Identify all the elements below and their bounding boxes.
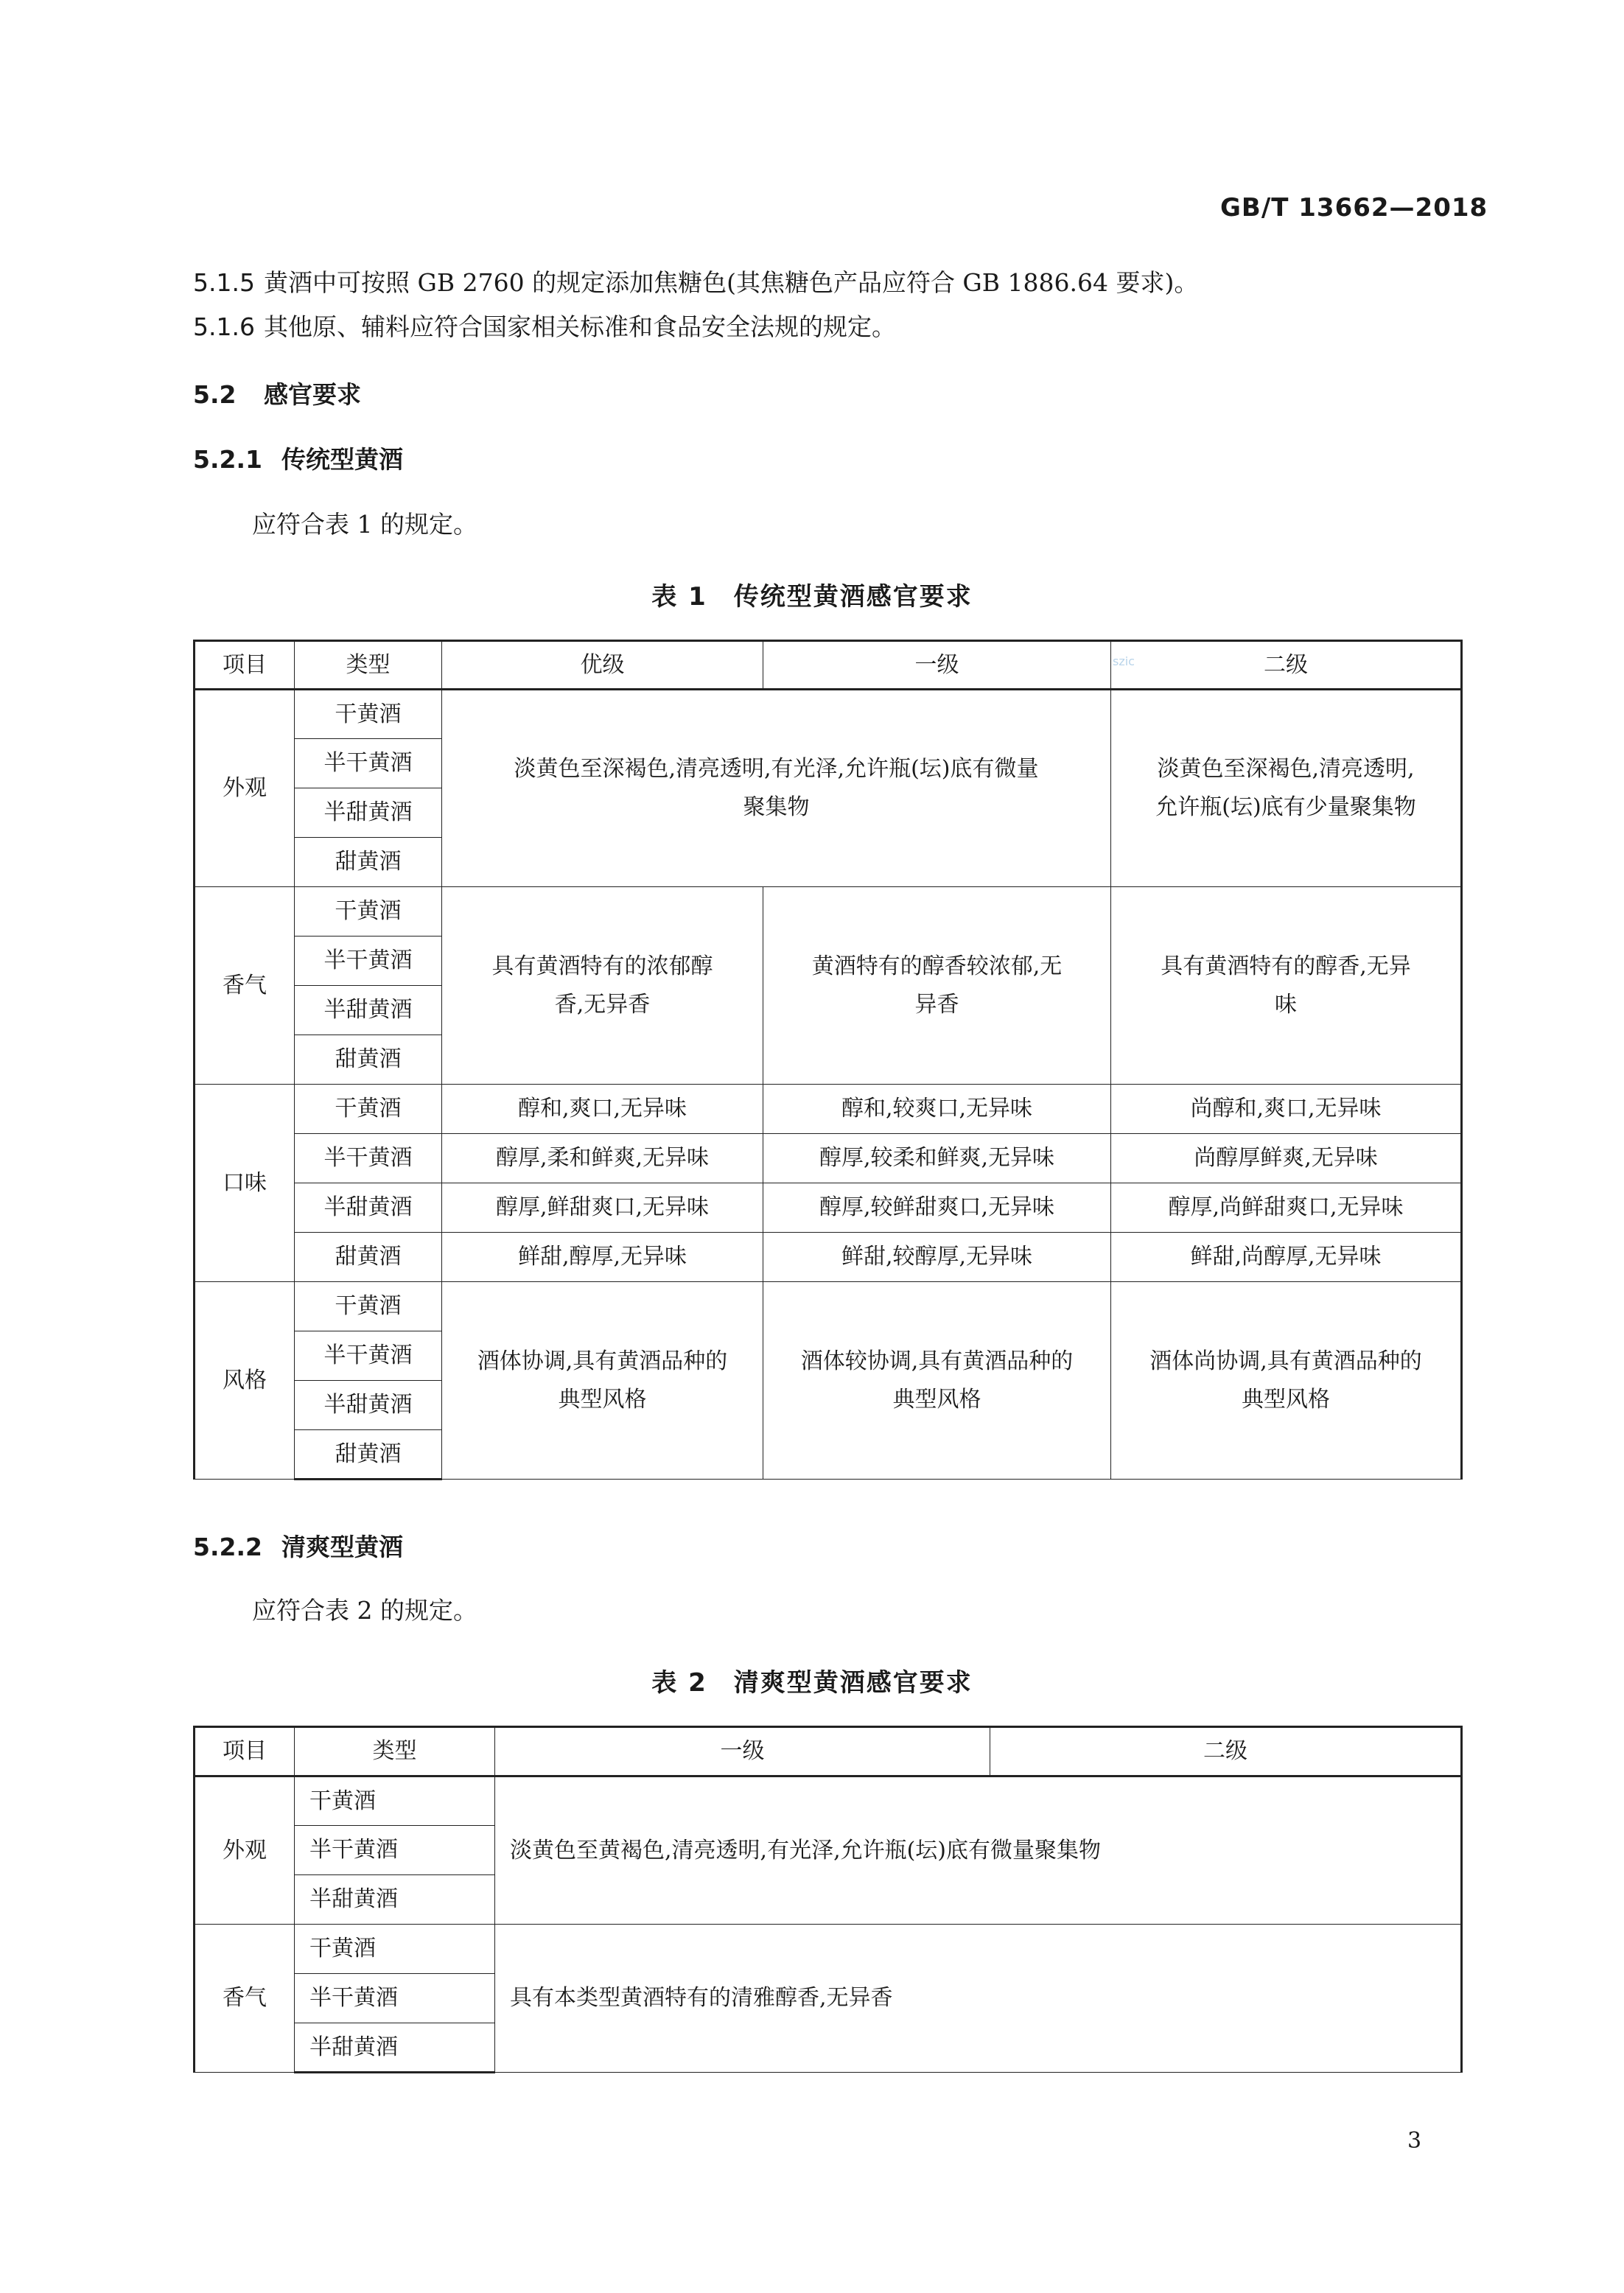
type-cell: 干黄酒 xyxy=(295,690,442,739)
table-row xyxy=(195,887,1462,937)
section-heading-5-2 xyxy=(193,380,361,410)
clause-text: 黄酒中可按照 GB 2760 的规定添加焦糖色(其焦糖色产品应符合 GB 1886.64 要求)。 xyxy=(264,268,1199,297)
type-cell: 半甜黄酒 xyxy=(295,2023,495,2073)
value-cell: 尚醇厚鲜爽,无异味 xyxy=(1111,1134,1462,1183)
type-cell: 半甜黄酒 xyxy=(295,1381,442,1430)
standard-code: GB/T 13662—2018 xyxy=(1220,193,1488,223)
table-row xyxy=(195,1776,1462,1826)
section-number: 5.2 xyxy=(193,380,237,409)
section-5-2-1-body: 应符合表 1 的规定。 xyxy=(252,510,477,539)
type-cell: 甜黄酒 xyxy=(295,1430,442,1480)
type-cell: 半甜黄酒 xyxy=(295,1875,495,1925)
clause-5-1-6 xyxy=(193,312,896,342)
header-cell: 类型 xyxy=(295,641,442,690)
header-cell: 二级 xyxy=(1111,641,1462,690)
type-cell: 干黄酒 xyxy=(295,1925,495,1974)
value-cell: 鲜甜,较醇厚,无异味 xyxy=(763,1233,1111,1282)
type-cell: 半干黄酒 xyxy=(295,937,442,986)
value-cell: 醇和,爽口,无异味 xyxy=(442,1085,763,1134)
table2-header-row xyxy=(195,1727,1462,1776)
clause-number: 5.1.6 xyxy=(193,312,255,341)
value-cell: 淡黄色至深褐色,清亮透明,允许瓶(坛)底有少量聚集物 xyxy=(1111,690,1462,887)
value-cell: 具有黄酒特有的醇香,无异味 xyxy=(1111,887,1462,1085)
item-cell: 香气 xyxy=(195,1925,295,2073)
value-cell: 淡黄色至深褐色,清亮透明,有光泽,允许瓶(坛)底有微量聚集物 xyxy=(442,690,1111,887)
table2-caption: 表 2 清爽型黄酒感官要求 xyxy=(651,1668,973,1698)
table-row xyxy=(195,1183,1462,1233)
value-cell: 醇厚,柔和鲜爽,无异味 xyxy=(442,1134,763,1183)
header-cell: 项目 xyxy=(195,1727,295,1776)
type-cell: 半干黄酒 xyxy=(295,1331,442,1381)
section-5-2-2-body: 应符合表 2 的规定。 xyxy=(252,1596,477,1625)
table-row xyxy=(195,1085,1462,1134)
item-cell: 外观 xyxy=(195,690,295,887)
item-cell: 口味 xyxy=(195,1085,295,1282)
type-cell: 甜黄酒 xyxy=(295,1233,442,1282)
type-cell: 半干黄酒 xyxy=(295,1826,495,1875)
table-row xyxy=(195,1134,1462,1183)
type-cell: 半甜黄酒 xyxy=(295,986,442,1035)
type-cell: 半干黄酒 xyxy=(295,1134,442,1183)
value-cell: 酒体协调,具有黄酒品种的典型风格 xyxy=(442,1282,763,1480)
type-cell: 半干黄酒 xyxy=(295,739,442,788)
value-cell: 醇厚,较鲜甜爽口,无异味 xyxy=(763,1183,1111,1233)
page-number: 3 xyxy=(1407,2128,1422,2154)
header-cell: 项目 xyxy=(195,641,295,690)
value-cell: 酒体尚协调,具有黄酒品种的典型风格 xyxy=(1111,1282,1462,1480)
type-cell: 半甜黄酒 xyxy=(295,1183,442,1233)
table-row xyxy=(195,1282,1462,1331)
type-cell: 甜黄酒 xyxy=(295,838,442,887)
table1 xyxy=(193,640,1463,1480)
value-cell: 鲜甜,醇厚,无异味 xyxy=(442,1233,763,1282)
section-title: 清爽型黄酒 xyxy=(281,1533,403,1561)
value-cell: 具有黄酒特有的浓郁醇香,无异香 xyxy=(442,887,763,1085)
section-number: 5.2.1 xyxy=(193,445,262,474)
type-cell: 干黄酒 xyxy=(295,1085,442,1134)
value-cell: 鲜甜,尚醇厚,无异味 xyxy=(1111,1233,1462,1282)
header-cell: 一级 xyxy=(495,1727,990,1776)
value-cell: 具有本类型黄酒特有的清雅醇香,无异香 xyxy=(495,1925,1462,2073)
type-cell: 干黄酒 xyxy=(295,1776,495,1826)
value-cell: 醇厚,尚鲜甜爽口,无异味 xyxy=(1111,1183,1462,1233)
section-title: 传统型黄酒 xyxy=(281,445,403,474)
section-title: 感官要求 xyxy=(264,380,361,409)
section-number: 5.2.2 xyxy=(193,1533,262,1561)
type-cell: 干黄酒 xyxy=(295,1282,442,1331)
header-cell: 优级 xyxy=(442,641,763,690)
item-cell: 风格 xyxy=(195,1282,295,1480)
section-heading-5-2-2 xyxy=(193,1533,403,1562)
value-cell: 尚醇和,爽口,无异味 xyxy=(1111,1085,1462,1134)
value-cell: 醇厚,鲜甜爽口,无异味 xyxy=(442,1183,763,1233)
clause-5-1-5 xyxy=(193,268,1198,298)
header-cell: 一级 xyxy=(763,641,1111,690)
table-row xyxy=(195,1925,1462,1974)
type-cell: 干黄酒 xyxy=(295,887,442,937)
table-row xyxy=(195,1233,1462,1282)
header-cell: 二级 xyxy=(990,1727,1462,1776)
type-cell: 甜黄酒 xyxy=(295,1035,442,1085)
value-cell: 淡黄色至黄褐色,清亮透明,有光泽,允许瓶(坛)底有微量聚集物 xyxy=(495,1776,1462,1925)
item-cell: 外观 xyxy=(195,1776,295,1925)
value-cell: 醇厚,较柔和鲜爽,无异味 xyxy=(763,1134,1111,1183)
table-row xyxy=(195,690,1462,739)
value-cell: 黄酒特有的醇香较浓郁,无异香 xyxy=(763,887,1111,1085)
header-cell: 类型 xyxy=(295,1727,495,1776)
watermark: szic xyxy=(1113,654,1135,668)
table2 xyxy=(193,1726,1463,2073)
section-heading-5-2-1 xyxy=(193,445,403,475)
type-cell: 半干黄酒 xyxy=(295,1974,495,2023)
table1-header-row xyxy=(195,641,1462,690)
table1-caption: 表 1 传统型黄酒感官要求 xyxy=(651,582,973,612)
value-cell: 醇和,较爽口,无异味 xyxy=(763,1085,1111,1134)
value-cell: 酒体较协调,具有黄酒品种的典型风格 xyxy=(763,1282,1111,1480)
type-cell: 半甜黄酒 xyxy=(295,788,442,838)
clause-number: 5.1.5 xyxy=(193,268,255,297)
clause-text: 其他原、辅料应符合国家相关标准和食品安全法规的规定。 xyxy=(264,312,896,341)
item-cell: 香气 xyxy=(195,887,295,1085)
